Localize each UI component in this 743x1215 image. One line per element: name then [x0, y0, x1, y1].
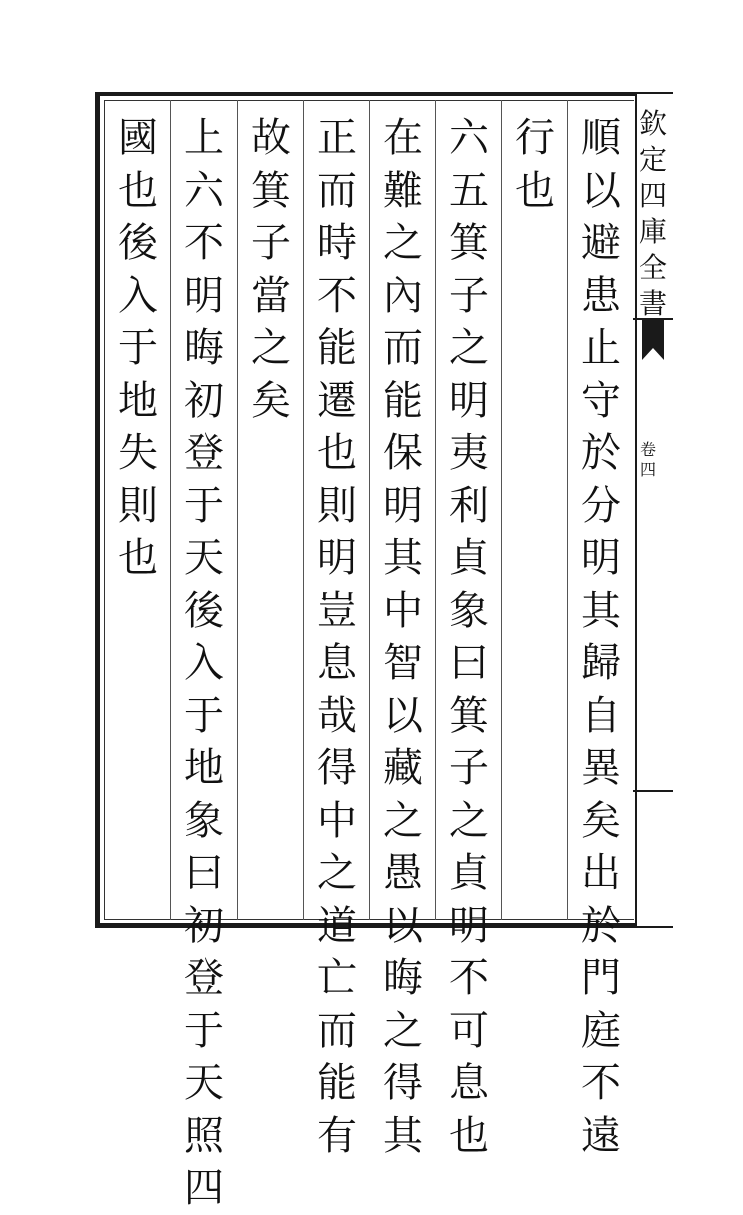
text-column-4: 在 難 之 內 而 能 保 明 其 中 智 以 藏 之 愚 以 晦 之 得 其 — [383, 115, 423, 1159]
fold-volume-label: 卷 四 — [639, 440, 656, 479]
text-column-3: 六 五 箕 子 之 明 夷 利 貞 象 曰 箕 子 之 貞 明 不 可 息 也 — [449, 115, 489, 1159]
column-rule — [237, 100, 238, 920]
text-column-6: 故 箕 子 當 之 矣 — [251, 115, 291, 424]
fold-title: 欽 定 四 庫 全 書 — [638, 107, 667, 320]
column-rule — [303, 100, 304, 920]
column-rule — [501, 100, 502, 920]
column-rule — [435, 100, 436, 920]
fold-bottom-rule — [633, 926, 673, 928]
text-column-7: 上 六 不 明 晦 初 登 于 天 後 入 于 地 象 曰 初 登 于 天 照 四 — [184, 115, 224, 1211]
column-rule — [369, 100, 370, 920]
text-column-1: 順 以 避 患 止 守 於 分 明 其 歸 自 異 矣 出 於 門 庭 不 遠 — [581, 115, 621, 1159]
text-column-5: 正 而 時 不 能 遷 也 則 明 豈 息 哉 得 中 之 道 亡 而 能 有 — [317, 115, 357, 1159]
column-rule — [170, 100, 171, 920]
text-column-2: 行 也 — [515, 115, 555, 214]
column-rule — [567, 100, 568, 920]
text-column-8: 國 也 後 入 于 地 失 則 也 — [118, 115, 158, 581]
fold-lower-rule — [633, 790, 673, 792]
fold-top-rule — [633, 92, 673, 94]
